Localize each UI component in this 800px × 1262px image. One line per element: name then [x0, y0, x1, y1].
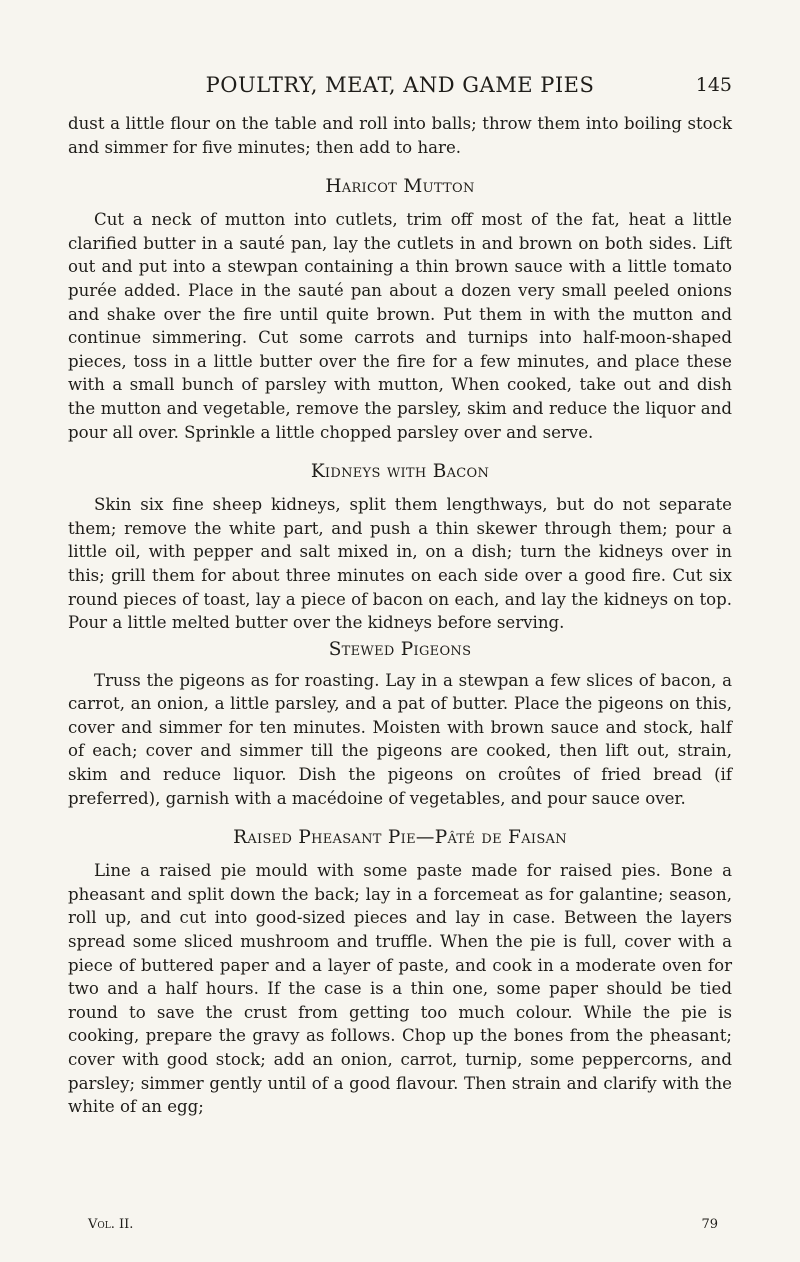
paragraph-stewed-pigeons: Truss the pigeons as for roasting. Lay in a stewpan a few slices of bacon, a carrot, an onion, a little parsley, and a pat of butter. Place the pigeons on this, cover and simmer for ten minutes. Moisten with brown sauce and stock, half of each; cover and simmer till the pigeons are cooked, then lift out, strain, skim and reduce liquor. Dish the pigeons on croûtes of fried bread (if preferred), garnish with a macédoine of vegetables, and pour sauce over. — [68, 670, 732, 808]
section-heading-haricot-mutton: Haricot Mutton — [325, 176, 475, 198]
volume-label: Vol. II. — [88, 1217, 134, 1232]
running-title: POULTRY, MEAT, AND GAME PIES — [205, 73, 595, 97]
section-heading-kidneys-with-bacon: Kidneys with Bacon — [310, 461, 490, 483]
paragraph-raised-pheasant-pie: Line a raised pie mould with some paste made for raised pies. Bone a pheasant and split down the back; lay in a forcemeat as for galantine; season, roll up, and cut into good-sized pieces and lay in case. Between the layers spread some sliced mushroom and truffle. When the pie is full, cover with a piece of buttered paper and a layer of paste, and cook in a moderate oven for two and a half hours. If the case is a thin one, some paper should be tied round to save the crust from getting too much colour. While the pie is cooking, prepare the gravy as follows. Chop up the bones from the pheasant; cover with good stock; add an onion, carrot, turnip, some peppercorns, and parsley; simmer gently until of a good flavour. Then strain and clarify with the white of an egg; — [68, 861, 732, 1117]
signature-mark: 79 — [701, 1217, 718, 1232]
section-heading-raised-pheasant-pie: Raised Pheasant Pie—Pâté de Faisan — [233, 827, 567, 849]
continued-paragraph: dust a little flour on the table and roll into balls; throw them into boiling stock and simmer for five minutes; then add to hare. — [68, 114, 732, 157]
section-heading-stewed-pigeons: Stewed Pigeons — [328, 638, 472, 660]
page-content — [68, 112, 732, 1119]
running-head — [68, 72, 732, 98]
page-number: 145 — [695, 74, 732, 96]
paragraph-haricot-mutton: Cut a neck of mutton into cutlets, trim off most of the fat, heat a little clarified butter in a sauté pan, lay the cutlets in and brown on both sides. Lift out and put into a stewpan containing a thin brown sauce with a little tomato purée added. Place in the sauté pan about a dozen very small peeled onions and shake over the fire until quite brown. Put them in with the mutton and continue simmering. Cut some carrots and turnips into half-moon-shaped pieces, toss in a little butter over the fire for a few minutes, and place these with a small bunch of parsley with mutton, When cooked, take out and dish the mutton and vegetable, remove the parsley, skim and reduce the liquor and pour all over. Sprinkle a little chopped parsley over and serve. — [68, 210, 732, 442]
paragraph-kidneys-with-bacon: Skin six fine sheep kidneys, split them lengthways, but do not separate them; remove the white part, and push a thin skewer through them; pour a little oil, with pepper and salt mixed in, on a dish; turn the kidneys over in this; grill them for about three minutes on each side over a good fire. Cut six round pieces of toast, lay a piece of bacon on each, and lay the kidneys on top. Pour a little melted butter over the kidneys before serving. — [68, 495, 732, 633]
page-footer — [88, 1216, 718, 1234]
